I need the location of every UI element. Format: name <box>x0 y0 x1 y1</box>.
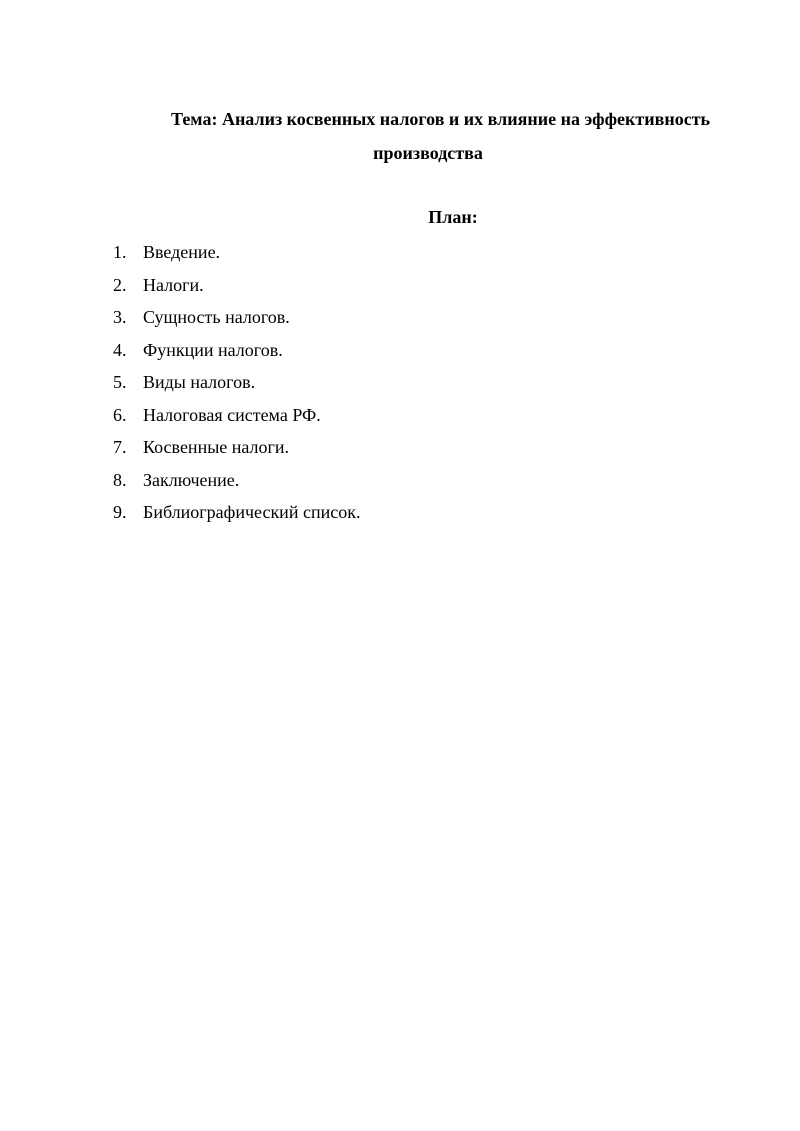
plan-item <box>113 464 360 497</box>
plan-item-text: Сущность налогов. <box>143 307 290 328</box>
plan-item-number: 5. <box>113 372 127 393</box>
plan-item <box>113 496 360 529</box>
plan-item-number: 8. <box>113 469 127 490</box>
plan-item <box>113 236 360 269</box>
plan-item-text: Налоги. <box>143 274 204 295</box>
plan-item-number: 4. <box>113 339 127 360</box>
plan-item <box>113 431 360 464</box>
plan-item-text: Заключение. <box>143 469 240 490</box>
plan-item-number: 1. <box>113 242 127 263</box>
plan-item <box>113 399 360 432</box>
plan-item-text: Косвенные налоги. <box>143 437 290 458</box>
plan-item-number: 6. <box>113 404 127 425</box>
plan-heading: План: <box>428 207 478 227</box>
title-line-1: Тема: Анализ косвенных налогов и их влияние на эффективность <box>171 109 711 129</box>
plan-item-number: 3. <box>113 307 127 328</box>
plan-item-number: 7. <box>113 437 127 458</box>
plan-item-text: Виды налогов. <box>143 372 256 393</box>
plan-item <box>113 301 360 334</box>
plan-item-number: 9. <box>113 502 127 523</box>
plan-item <box>113 269 360 302</box>
plan-item <box>113 366 360 399</box>
plan-item-text: Налоговая система РФ. <box>143 404 321 425</box>
plan-item-text: Функции налогов. <box>143 339 283 360</box>
plan-item-text: Введение. <box>143 242 221 263</box>
plan-list <box>113 236 360 529</box>
title-line-2: производства <box>373 143 483 163</box>
plan-item-number: 2. <box>113 274 127 295</box>
plan-item-text: Библиографический список. <box>143 502 361 523</box>
plan-item <box>113 334 360 367</box>
